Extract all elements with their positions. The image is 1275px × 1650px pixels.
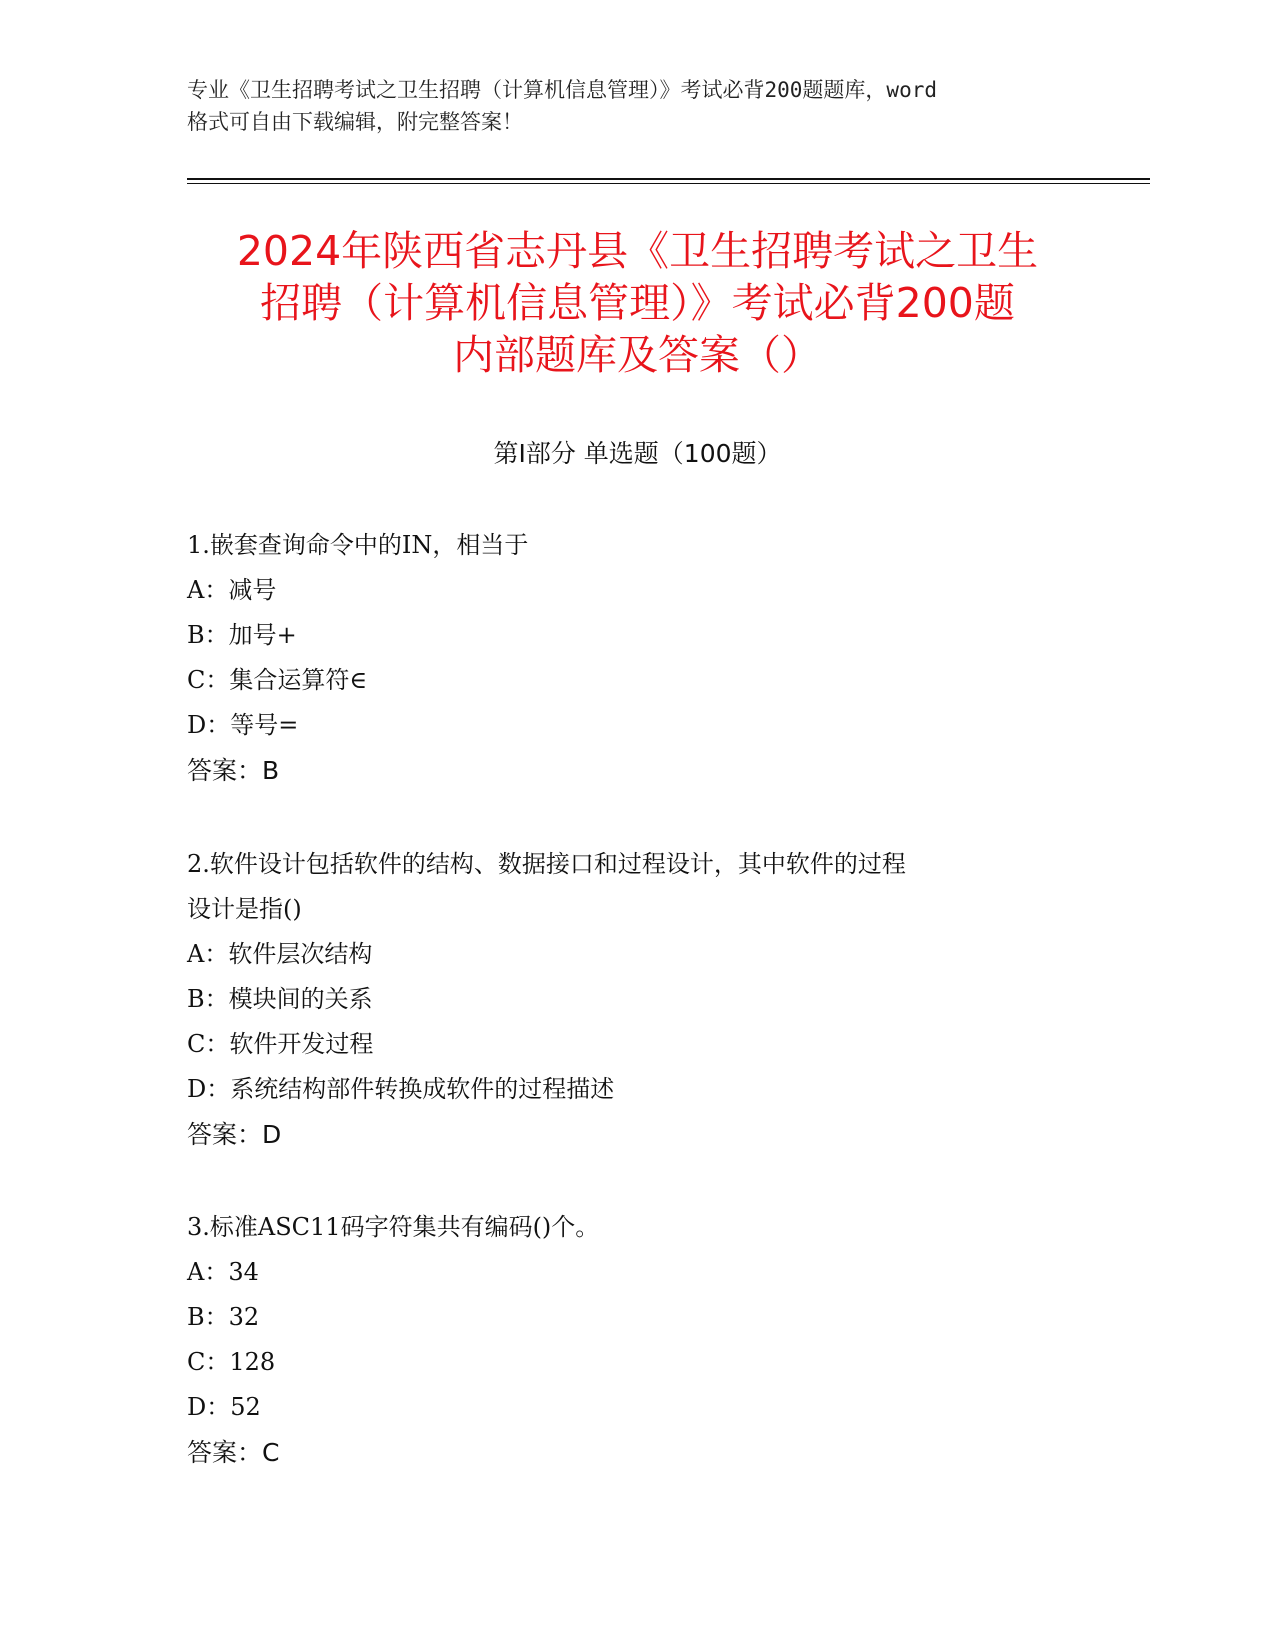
option-d: D：系统结构部件转换成软件的过程描述	[187, 1075, 615, 1103]
option-a: A：34	[187, 1258, 259, 1286]
question-item	[187, 1205, 1087, 1475]
section-heading: 第Ⅰ部分 单选题（100题）	[493, 439, 782, 468]
question-item	[187, 523, 1087, 793]
header-divider-thin	[187, 183, 1150, 184]
answer-line: 答案：B	[187, 756, 280, 785]
header-note-line-2: 格式可自由下载编辑，附完整答案！	[187, 110, 523, 134]
question-stem: 1.嵌套查询命令中的IN，相当于	[187, 531, 529, 559]
title-line-2: 招聘（计算机信息管理）》考试必背200题	[260, 279, 1015, 327]
option-c: C：集合运算符∈	[187, 666, 368, 694]
question-item	[187, 842, 1087, 1157]
document-title	[150, 225, 1125, 381]
option-b: B：32	[187, 1303, 260, 1331]
option-b: B：模块间的关系	[187, 985, 373, 1013]
title-line-1: 2024年陕西省志丹县《卫生招聘考试之卫生	[236, 227, 1039, 275]
option-a: A：减号	[187, 576, 277, 604]
header-note	[187, 74, 1087, 138]
question-stem: 2.软件设计包括软件的结构、数据接口和过程设计，其中软件的过程	[187, 850, 906, 878]
answer-line: 答案：C	[187, 1438, 280, 1467]
option-b: B：加号+	[187, 621, 297, 649]
option-c: C：软件开发过程	[187, 1030, 374, 1058]
question-stem: 3.标准ASC11码字符集共有编码()个。	[187, 1213, 600, 1241]
option-d: D：等号=	[187, 711, 299, 739]
option-d: D：52	[187, 1393, 261, 1421]
title-line-3: 内部题库及答案（）	[453, 331, 822, 379]
question-stem-continued: 设计是指()	[187, 895, 302, 923]
header-divider	[187, 178, 1150, 180]
header-note-line-1: 专业《卫生招聘考试之卫生招聘（计算机信息管理）》考试必背200题题库，word	[187, 78, 937, 102]
answer-line: 答案：D	[187, 1120, 282, 1149]
option-c: C：128	[187, 1348, 276, 1376]
option-a: A：软件层次结构	[187, 940, 373, 968]
